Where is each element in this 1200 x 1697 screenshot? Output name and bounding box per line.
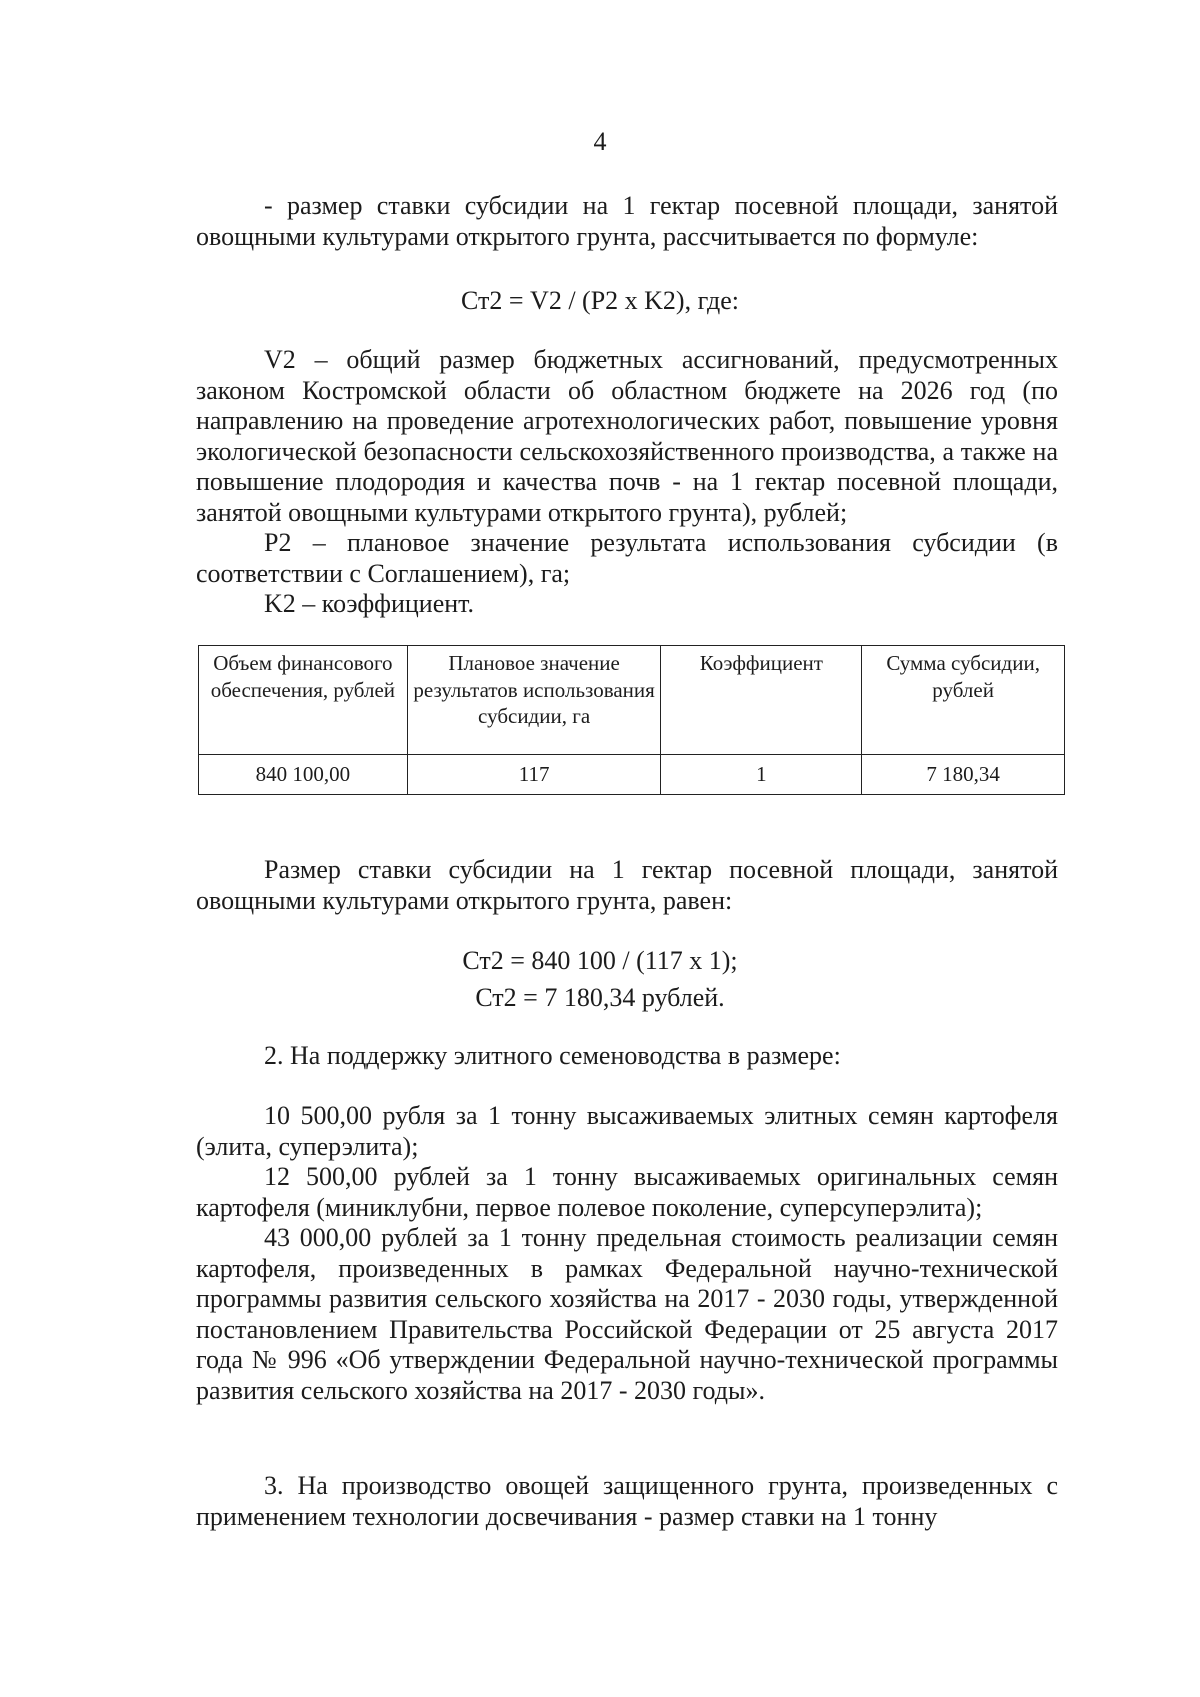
- subsidy-table: [198, 645, 1065, 795]
- header-funding-volume: Объем финансового обеспечения, рублей: [199, 646, 408, 755]
- section-2-items: [196, 1101, 1058, 1406]
- definition-v2: V2 – общий размер бюджетных ассигнований, предусмотренных законом Костромской области об областном бюджете на 2026 год (по направлению на проведение агротехнологических работ, повышение уровня экологической безопасности сельскохозяйственного производства, а также на повышение плодородия и качества почв - на 1 гектар посевной площади, занятой овощными культурами открытого грунта), рублей;: [196, 345, 1058, 527]
- cell-planned-value: 117: [407, 754, 661, 795]
- result-paragraph: [196, 855, 1058, 916]
- definition-p2: P2 – плановое значение результата использования субсидии (в соответствии с Соглашением), га;: [196, 528, 1058, 588]
- calculation-block: [0, 942, 1200, 1016]
- cell-subsidy-amount: 7 180,34: [862, 754, 1065, 795]
- seed-rate-elite: 10 500,00 рубля за 1 тонну высаживаемых элитных семян картофеля (элита, суперэлита);: [196, 1101, 1058, 1161]
- intro-paragraph: [196, 191, 1058, 252]
- table-header-row: [199, 646, 1065, 755]
- definition-k2: K2 – коэффициент.: [264, 589, 475, 618]
- header-subsidy-amount: Сумма субсидии, рублей: [862, 646, 1065, 755]
- page-number: 4: [593, 127, 607, 156]
- cell-coefficient: 1: [661, 754, 862, 795]
- seed-rate-program: 43 000,00 рублей за 1 тонну предельная стоимость реализации семян картофеля, произведенных в рамках Федеральной научно-технической программы развития сельского хозяйства на 2017 - 2030 годы, утвержденной постановлением Правительства Российской Федерации от 25 августа 2017 года № 996 «Об утверждении Федеральной научно-технической программы развития сельского хозяйства на 2017 - 2030 годы».: [196, 1223, 1058, 1405]
- section-2-title: 2. На поддержку элитного семеноводства в размере:: [264, 1041, 841, 1070]
- formula-block: [0, 282, 1200, 319]
- section-2-heading: [196, 1041, 1058, 1072]
- result-text: Размер ставки субсидии на 1 гектар посевной площади, занятой овощными культурами открытого грунта, равен:: [196, 855, 1058, 915]
- table-row: [199, 754, 1065, 795]
- calc-line-1: Ст2 = 840 100 / (117 х 1);: [462, 946, 738, 975]
- section-3-text: 3. На производство овощей защищенного грунта, произведенных с применением технологии досвечивания - размер ставки на 1 тонну: [196, 1471, 1058, 1531]
- calc-line-2: Ст2 = 7 180,34 рублей.: [475, 983, 725, 1012]
- seed-rate-original: 12 500,00 рублей за 1 тонну высаживаемых оригинальных семян картофеля (миниклубни, первое полевое поколение, суперсуперэлита);: [196, 1162, 1058, 1222]
- definitions-block: [196, 345, 1058, 620]
- cell-funding-volume: 840 100,00: [199, 754, 408, 795]
- header-coefficient: Коэффициент: [661, 646, 862, 755]
- header-planned-value: Плановое значение результатов использования субсидии, га: [407, 646, 661, 755]
- intro-text: - размер ставки субсидии на 1 гектар посевной площади, занятой овощными культурами открытого грунта, рассчитывается по формуле:: [196, 191, 1058, 251]
- formula: Ст2 = V2 / (P2 х K2), где:: [461, 286, 739, 315]
- section-3: [196, 1471, 1058, 1532]
